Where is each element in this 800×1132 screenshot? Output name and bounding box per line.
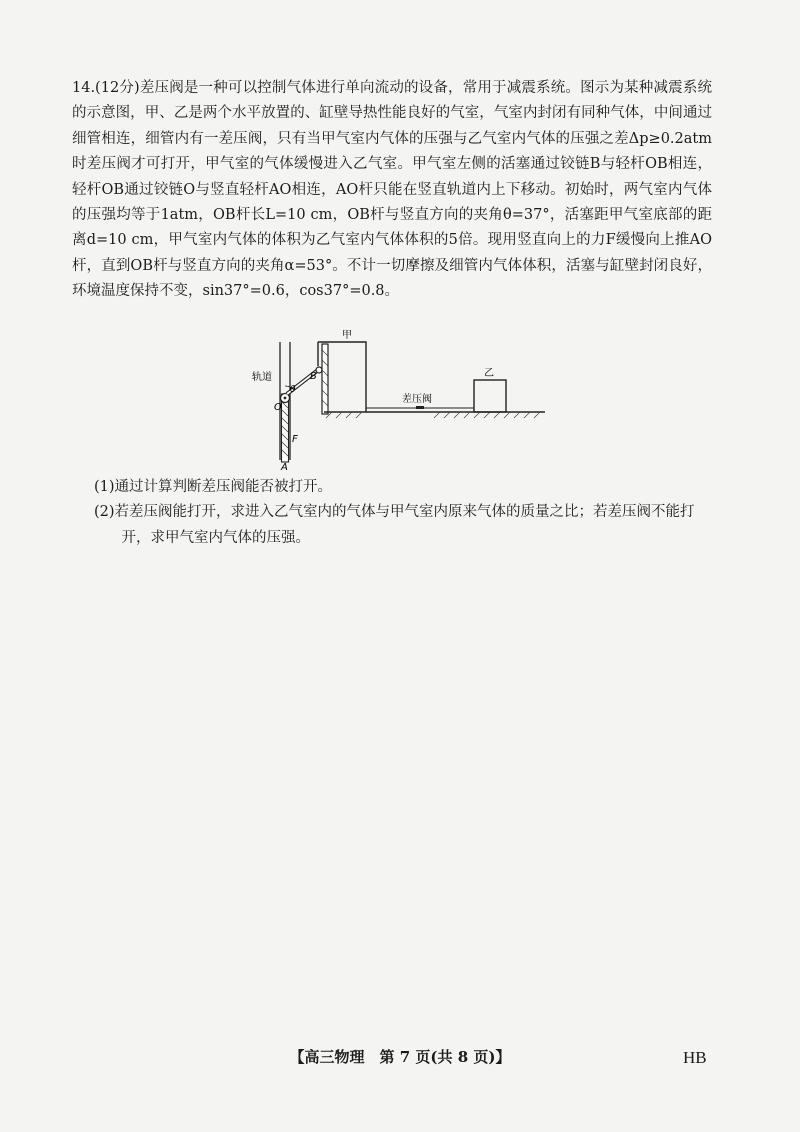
label-a: A — [281, 462, 288, 470]
label-track: 轨道 — [252, 372, 272, 383]
page-footer: 【高三物理 第 7 页(共 8 页)】 — [289, 1048, 511, 1066]
ground-hatch — [326, 412, 540, 418]
problem-statement — [72, 76, 712, 305]
hinge-b — [316, 367, 322, 373]
rod-ao — [282, 394, 289, 462]
chamber-yi — [474, 380, 506, 412]
label-f: F — [292, 434, 298, 445]
differential-valve — [416, 406, 424, 409]
damper-diagram — [240, 330, 560, 470]
problem-text: 14.(12分)差压阀是一种可以控制气体进行单向流动的设备，常用于减震系统。图示为某种减震系统的示意图，甲、乙是两个水平放置的、缸壁导热性能良好的气室，气室内封闭有同种气体，中间通过细管相连，细管内有一差压阀，只有当甲气室内气体的压强与乙气室内气体的压强之差Δp≥0.2atm时差压阀才可打开，甲气室的气体缓慢进入乙气室。甲气室左侧的活塞通过铰链B与轻杆OB相连，轻杆OB通过铰链O与竖直轻杆AO相连，AO杆只能在竖直轨道内上下移动。初始时，两气室内气体的压强均等于1atm，OB杆长L=10 cm，OB杆与竖直方向的夹角θ=37°，活塞距甲气室底部的距离d=10 cm，甲气室内气体的体积为乙气室内气体体积的5倍。现用竖直向上的力F缓慢向上推AO杆，直到OB杆与竖直方向的夹角α=53°。不计一切摩擦及细管内气体体积，活塞与缸壁封闭良好，环境温度保持不变，sin37°=0.6，cos37°=0.8。 — [72, 80, 712, 300]
paper-code: HB — [683, 1048, 707, 1067]
label-theta: θ — [290, 385, 296, 395]
sub-questions — [94, 475, 712, 551]
label-yi: 乙 — [484, 368, 494, 379]
label-jia: 甲 — [342, 330, 352, 341]
label-b: B — [310, 371, 317, 382]
label-o: O — [274, 402, 282, 413]
question-2: (2)若差压阀能打开，求进入乙气室内的气体与甲气室内原来气体的质量之比；若差压阀不能打开，求甲气室内气体的压强。 — [94, 504, 695, 546]
question-1: (1)通过计算判断差压阀能否被打开。 — [94, 479, 333, 495]
piston — [322, 344, 328, 414]
label-valve: 差压阀 — [402, 394, 432, 405]
